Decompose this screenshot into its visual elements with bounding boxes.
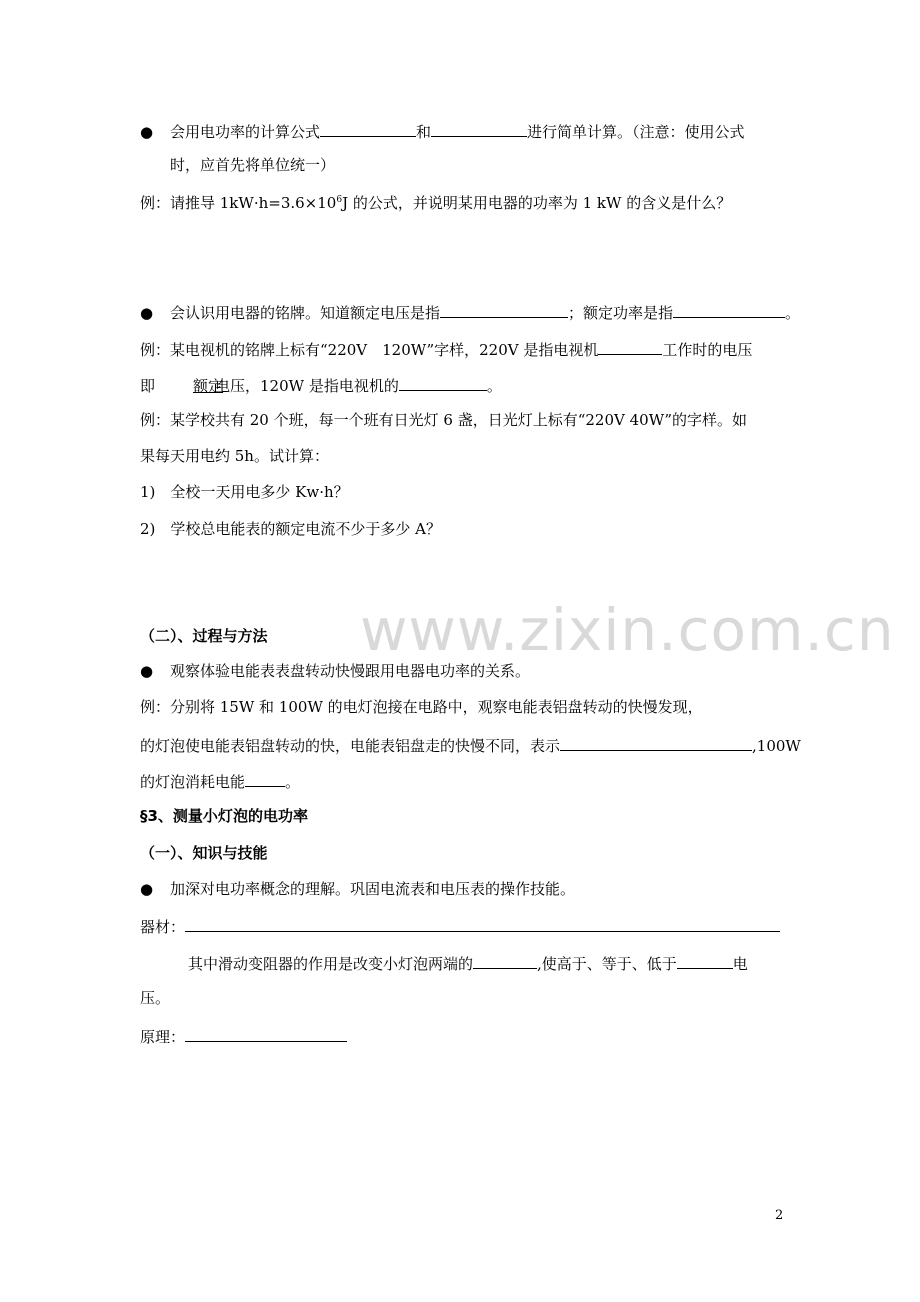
text: 会用电功率的计算公式 — [170, 123, 321, 141]
answer-blank[interactable] — [440, 301, 568, 318]
text: 。 — [785, 304, 801, 322]
example-kwh — [140, 193, 731, 213]
text: 即 — [140, 377, 156, 395]
text: 其中滑动变阻器的作用是改变小灯泡两端的 — [188, 955, 474, 973]
text: 。 — [285, 773, 301, 791]
answer-blank[interactable] — [399, 374, 487, 391]
bullet-dot: ● — [140, 304, 154, 322]
answer-blank[interactable] — [245, 770, 285, 787]
watermark: www.zixin.com.cn — [360, 596, 895, 664]
question-1: 1) 全校一天用电多少 Kw·h？ — [140, 483, 349, 501]
text: ,100W — [752, 737, 801, 755]
equipment-label: 器材： — [140, 918, 186, 936]
bullet-item-power-formula — [140, 120, 745, 142]
example-school: 例：某学校共有 20 个班，每一个班有日光灯 6 盏，日光灯上标有“220V 40W”的字样。如 — [140, 411, 748, 429]
text: 的灯泡使电能表铝盘转动的快，电能表铝盘走的快慢不同，表示 — [140, 737, 561, 755]
answer-blank[interactable] — [677, 952, 733, 969]
answer-blank[interactable] — [560, 734, 752, 751]
text: 的灯泡消耗电能 — [140, 773, 246, 791]
bullet-dot: ● — [140, 123, 154, 141]
text: 例：请推导 1kW·h=3.6×10 — [140, 194, 337, 212]
text: 电压，120W 是指电视机的 — [215, 377, 399, 395]
answer-blank[interactable] — [598, 338, 662, 355]
question-2: 2) 学校总电能表的额定电流不少于多少 A？ — [140, 520, 441, 538]
bullet-item-nameplate — [140, 301, 800, 323]
principle-line — [140, 1025, 347, 1047]
text: ；额定功率是指 — [568, 304, 674, 322]
example-bulbs: 例：分别将 15W 和 100W 的电灯泡接在电路中，观察电能表铝盘转动的快慢发现， — [140, 698, 703, 716]
filled-answer: 额定 — [193, 377, 224, 395]
answer-blank[interactable] — [320, 120, 416, 137]
example-bulbs-end — [140, 770, 300, 792]
example-tv-continuation — [140, 374, 502, 396]
section-heading-knowledge: （一）、知识与技能 — [140, 844, 268, 862]
text: 观察体验电能表表盘转动快慢跟用电器电功率的关系。 — [170, 662, 531, 680]
page-number: 2 — [775, 1208, 784, 1223]
section-heading-process: （二）、过程与方法 — [140, 627, 268, 645]
bullet-item-continuation: 时，应首先将单位统一） — [170, 156, 336, 174]
exponent: 6 — [336, 195, 343, 205]
text: J 的公式，并说明某用电器的功率为 1 kW 的含义是什么？ — [342, 194, 732, 212]
text: 工作时的电压 — [662, 341, 753, 359]
text: 会认识用电器的铭牌。知道额定电压是指 — [170, 304, 441, 322]
equipment-line — [140, 915, 780, 937]
text: ,使高于、等于、低于 — [537, 955, 677, 973]
example-tv — [140, 338, 752, 360]
answer-blank[interactable] — [185, 915, 780, 932]
bullet-item-meter — [140, 661, 530, 681]
example-school-continuation: 果每天用电约 5h。试计算： — [140, 447, 329, 465]
answer-blank[interactable] — [185, 1025, 347, 1042]
rheostat-continuation: 压。 — [140, 989, 171, 1007]
rheostat-line — [188, 952, 748, 974]
principle-label: 原理： — [140, 1028, 186, 1046]
text: 例：某电视机的铭牌上标有“220V 120W”字样，220V 是指电视机 — [140, 341, 599, 359]
answer-blank[interactable] — [431, 120, 527, 137]
bullet-dot: ● — [140, 880, 154, 898]
text: 。 — [486, 377, 502, 395]
bullet-item-concept — [140, 879, 575, 899]
answer-blank[interactable] — [673, 301, 785, 318]
text: 电 — [732, 955, 748, 973]
answer-blank[interactable] — [473, 952, 537, 969]
bullet-dot: ● — [140, 662, 154, 680]
text: 和 — [416, 123, 432, 141]
example-bulbs-continuation — [140, 734, 801, 756]
text: 加深对电功率概念的理解。巩固电流表和电压表的操作技能。 — [170, 880, 576, 898]
text: 进行简单计算。（注意：使用公式 — [527, 123, 745, 141]
section-heading-measure: §3、测量小灯泡的电功率 — [140, 807, 308, 825]
